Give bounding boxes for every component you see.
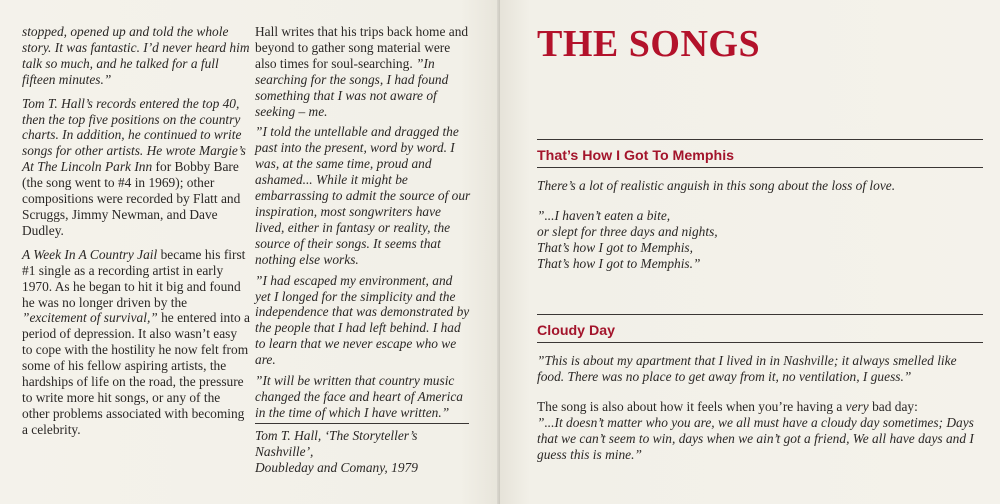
quote-searching: ”In searching for the songs, I had found something that I was not aware of seeking – me.	[255, 55, 449, 119]
citation	[255, 428, 471, 476]
left-column-1	[22, 24, 250, 446]
paragraph-soul-searching	[255, 24, 471, 119]
paragraph-country-jail	[22, 247, 250, 438]
lyric-line: or slept for three days and nights,	[537, 223, 718, 239]
citation-divider	[255, 423, 469, 424]
quote-untellable: ”I told the untellable and dragged the past into the present, word by word. I was, at the same time, proud and ashamed... While it might be embarrassing to admit the source of our inspiration, most songwriters have lived, either in fantasy or reality, the source of their songs. It seems that nothing else works.	[255, 124, 471, 267]
cloudy-day-quote: ”This is about my apartment that I lived in in Nashville; it always smelled like food. There was no place to get away from it, no ventilation, I guess.”	[537, 353, 957, 384]
country-jail-text-1: became his first #1 single as a recording artist in early 1970. As he began to hit it big and found he was no longer driven by the	[22, 246, 246, 310]
lyric-line: That’s how I got to Memphis,	[537, 239, 693, 255]
page-title: THE SONGS	[537, 23, 761, 65]
left-column-2	[255, 24, 471, 475]
song-heading-cloudy-day: Cloudy Day	[537, 323, 983, 343]
song-heading-memphis: That’s How I Got To Memphis	[537, 148, 983, 168]
paragraph-records	[22, 96, 250, 239]
song-title-country-jail: A Week In A Country Jail	[22, 246, 158, 262]
paragraph-story: stopped, opened up and told the whole story. It was fantastic. I’d never heard him talk so much, and he talked for a full fifteen minutes.”	[22, 24, 250, 87]
excitement-quote: ”excitement of survival,”	[22, 310, 158, 326]
citation-line-1: Tom T. Hall, ‘The Storyteller’s Nashville’,	[255, 427, 418, 459]
cloudy-intro-b: bad day:	[868, 398, 918, 414]
cloudy-intro-emphasis: very	[845, 398, 869, 414]
lyric-line: ”...I haven’t eaten a bite,	[537, 207, 671, 223]
song-section-memphis	[537, 139, 983, 286]
soul-searching-intro: Hall writes that his trips back home and beyond to gather song material were also times for soul-searching.	[255, 24, 469, 71]
song-section-cloudy-day	[537, 314, 983, 476]
records-text-italic: Tom T. Hall’s records entered the top 40, then the top five positions on the country charts. In addition, he continued to write songs for other artists. He wrote Margie’s At The Lincoln Park Inn	[22, 95, 246, 175]
records-text-roman: for Bobby Bare (the song went to #4 in 1969); other compositions were recorded by Flatt and Scruggs, Jimmy Newman, and Dave Dudley.	[22, 159, 241, 238]
section-top-rule	[537, 314, 983, 315]
memphis-lyrics	[537, 208, 983, 272]
section-top-rule	[537, 139, 983, 140]
cloudy-day-lyric: ”...It doesn’t matter who you are, we all must have a cloudy day sometimes; Days that we can’t seem to win, days when we ain’t got a friend, We all have days and I guess this is mine.”	[537, 414, 974, 462]
quote-escaped: ”I had escaped my environment, and yet I longed for the simplicity and the independence that was demonstrated by the people that I had left behind. I had to learn that we never escape who we are.	[255, 272, 470, 368]
quote-country-music: ”It will be written that country music changed the face and heart of America in the time of which I have written.”	[255, 373, 463, 420]
memphis-intro: There’s a lot of realistic anguish in this song about the loss of love.	[537, 178, 896, 193]
cloudy-intro-a: The song is also about how it feels when you’re having a	[537, 398, 846, 414]
citation-line-2: Doubleday and Comany, 1979	[255, 459, 418, 475]
cloudy-day-intro	[537, 399, 983, 415]
country-jail-text-2: he entered into a period of depression. It also wasn’t easy to cope with the hostility he now felt from some of his fellow aspiring artists, the hardships of life on the road, the pressure to write more hit songs, or any of the other problems associated with becoming a celebrity.	[22, 310, 250, 437]
lyric-line: That’s how I got to Memphis.”	[537, 255, 701, 271]
